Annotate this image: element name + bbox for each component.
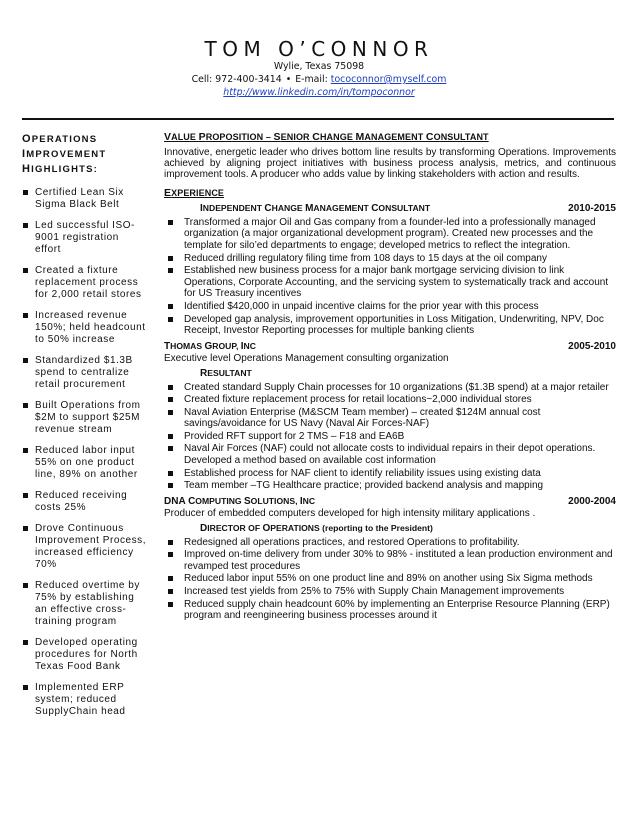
achievement-item: Naval Air Forces (NAF) could not allocate costs to individual repairs in their depot operations. Developed a method based on available cost information [164, 443, 616, 466]
achievement-item: Improved on-time delivery from under 30% to 98% - instituted a lean production environment and revamped test procedures [164, 549, 616, 572]
company-name-text: HOMAS [170, 340, 205, 351]
value-proposition-heading-text: ALUE [171, 132, 199, 142]
achievement-item: Reduced labor input 55% on one product line and 89% on another using Six Sigma methods [164, 573, 616, 585]
role-title [164, 203, 430, 215]
linkedin-line [0, 86, 638, 99]
role-title [164, 523, 433, 535]
sidebar-title-text: MPROVEMENT [26, 149, 107, 160]
achievement-item: Team member –TG Healthcare practice; provided backend analysis and mapping [164, 480, 616, 492]
cell-phone: Cell: 972-400-3414 [191, 74, 282, 85]
sidebar-title-cap: I [22, 148, 27, 160]
role-title-cap: O [262, 523, 271, 535]
value-proposition-heading-text: ONSULTANT [433, 132, 489, 142]
role-row [164, 368, 616, 380]
company-description: Executive level Operations Management consulting organization [164, 353, 449, 365]
achievement-item: Identified $420,000 in unpaid incentive claims for the prior year with this process [164, 301, 616, 313]
company-name-text: NC [243, 340, 256, 351]
role-title [164, 368, 252, 380]
role-title-cap: C [264, 203, 272, 215]
value-proposition-heading-text: ENIOR [280, 132, 313, 142]
header-divider [22, 118, 614, 120]
sidebar-title-cap: O [22, 133, 32, 145]
experience-heading [164, 188, 616, 200]
company-name-cap: I [240, 340, 244, 352]
jobs-list [164, 203, 616, 622]
role-dates: 2010-2015 [568, 203, 616, 215]
achievement-item: Established new business process for a major bank mortgage servicing division to link Operations, Corporate Accounting, and the servicing system to systematically track and account for US Treasury incentives [164, 265, 616, 300]
sidebar-title-line [22, 132, 148, 147]
highlight-item: Built Operations from $2M to support $25M revenue stream [22, 400, 148, 436]
achievement-item: Transformed a major Oil and Gas company from a founder-led into a professionally managed organization (a major organizational development program). Created new processes and the template for silo’ed departments to engage; developed metrics to reflect the integration. [164, 217, 616, 252]
separator-bullet: • [285, 74, 292, 85]
email-link[interactable]: tococonnor@myself.com [330, 74, 447, 85]
highlight-item: Reduced labor input 55% on one product line, 89% on another [22, 445, 148, 481]
value-proposition-heading-text: ROPOSITION – [205, 132, 274, 142]
achievement-item: Created fixture replacement process for retail locations~2,000 individual stores [164, 394, 616, 406]
company-description: Producer of embedded computers developed for high intensity military applications . [164, 508, 536, 520]
company-name-text: ROUP, [212, 340, 241, 351]
linkedin-link[interactable]: http://www.linkedin.com/in/tompoconnor [223, 87, 415, 98]
role-title-cap: M [305, 203, 314, 215]
highlight-item: Standardized $1.3B spend to centralize retail procurement [22, 355, 148, 391]
company-name [164, 341, 256, 353]
highlight-item: Reduced overtime by 75% by establishing an effective cross-training program [22, 580, 148, 628]
sidebar-highlights [22, 132, 148, 727]
company-name-text: OLUTIONS, [250, 495, 300, 506]
company-row [164, 496, 616, 508]
role-title-text: IRECTOR OF [207, 523, 263, 534]
highlight-item: Reduced receiving costs 25% [22, 490, 148, 514]
achievement-item: Increased test yields from 25% to 75% with Supply Chain Management improvements [164, 586, 616, 598]
role-row [164, 203, 616, 215]
achievement-list [164, 217, 616, 337]
value-proposition-heading-cap: S [273, 131, 281, 143]
role-title-cap: R [200, 367, 208, 379]
company-name-cap: I [299, 495, 303, 507]
role-title-text: ONSULTANT [378, 203, 431, 214]
company-name [164, 496, 315, 508]
main-content [164, 132, 616, 623]
sidebar-title-text: PERATIONS [31, 134, 98, 145]
company-name-cap: S [244, 495, 251, 507]
achievement-item: Created standard Supply Chain processes for 10 organizations ($1.3B spend) at a major retailer [164, 382, 616, 394]
value-proposition-heading-cap: V [164, 131, 172, 143]
company-dates: 2005-2010 [568, 340, 616, 352]
highlight-item: Increased revenue 150%; held headcount to 50% increase [22, 310, 148, 346]
value-proposition-heading-cap: M [355, 131, 365, 143]
achievement-item: Established process for NAF client to identify reliability issues using existing data [164, 468, 616, 480]
value-proposition-heading-cap: C [425, 131, 434, 143]
company-name-text: NC [302, 495, 316, 506]
highlight-item: Led successful ISO-9001 registration effort [22, 220, 148, 256]
job-entry [164, 341, 616, 492]
highlight-item: Created a fixture replacement process for 2,000 retail stores [22, 265, 148, 301]
role-title-text: ESULTANT [207, 367, 252, 378]
role-title-cap: I [200, 203, 203, 215]
achievement-item: Reduced supply chain headcount 60% by implementing an Enterprise Resource Planning (ERP) program and reengineering business processes around it [164, 599, 616, 622]
sidebar-title-text: IGHLIGHTS: [31, 164, 99, 175]
value-proposition-heading-cap: P [198, 131, 206, 143]
achievement-list [164, 537, 616, 622]
sidebar-title-line [22, 147, 148, 162]
role-title-text: PERATIONS [270, 523, 323, 534]
value-proposition-heading-text: ANAGEMENT [364, 132, 426, 142]
highlights-list [22, 187, 148, 718]
achievement-item: Reduced drilling regulatory filing time from 108 days to 15 days at the oil company [164, 253, 616, 265]
resume-header [0, 38, 638, 99]
highlight-item: Drove Continuous Improvement Process, increased efficiency 70% [22, 523, 148, 571]
company-name-cap: T [164, 340, 171, 352]
company-row [164, 341, 616, 353]
highlight-item: Certified Lean Six Sigma Black Belt [22, 187, 148, 211]
role-title-text: (reporting to the President) [322, 523, 433, 534]
highlight-item: Implemented ERP system; reduced SupplyChain head [22, 682, 148, 718]
achievement-item: Redesigned all operations practices, and restored Operations to profitability. [164, 537, 616, 549]
value-proposition-heading [164, 132, 616, 144]
location: Wylie, Texas 75098 [273, 61, 365, 72]
job-entry [164, 496, 616, 622]
achievement-list [164, 382, 616, 492]
achievement-item: Developed gap analysis, improvement opportunities in Loss Mitigation, Underwriting, NPV, Doc Receipt, Investor Reporting processes for multiple banking clients [164, 314, 616, 337]
contact-line [0, 73, 638, 86]
achievement-item: Naval Aviation Enterprise (M&SCM Team member) – created $124M annual cost savings/avoidance for US Navy (Naval Air Forces-NAF) [164, 407, 616, 430]
company-dates: 2000-2004 [568, 495, 616, 507]
sidebar-title [22, 132, 148, 177]
sidebar-title-cap: H [22, 163, 32, 175]
value-proposition-text: Innovative, energetic leader who drives bottom line results by transforming Operations. Improvements achieved by aligning project initiatives with business process analysis, metrics, and continuous improvement tools. A producer who adds value by linking stakeholders with action and results. [164, 146, 616, 180]
company-name-text: OMPUTING [195, 495, 244, 506]
role-title-text: NDEPENDENT [202, 203, 265, 214]
email-label: E-mail: [295, 74, 328, 85]
role-title-text: ANAGEMENT [313, 203, 372, 214]
achievement-item: Provided RFT support for 2 TMS – F18 and EA6B [164, 431, 616, 443]
job-entry [164, 203, 616, 337]
role-title-text: HANGE [271, 203, 306, 214]
role-title-cap: D [200, 523, 208, 535]
experience-heading-text: XPERIENCE [171, 187, 225, 198]
company-name-cap: G [204, 340, 213, 352]
sidebar-title-line [22, 162, 148, 177]
role-row [164, 523, 616, 535]
candidate-name: TOM O’CONNOR [204, 37, 434, 61]
company-name-cap: DNA C [164, 495, 196, 507]
experience-heading-cap: E [164, 186, 172, 199]
highlight-item: Developed operating procedures for North Texas Food Bank [22, 637, 148, 673]
value-proposition-heading-cap: C [312, 131, 320, 143]
value-proposition-heading-text: HANGE [319, 132, 356, 142]
role-title-cap: C [371, 203, 379, 215]
